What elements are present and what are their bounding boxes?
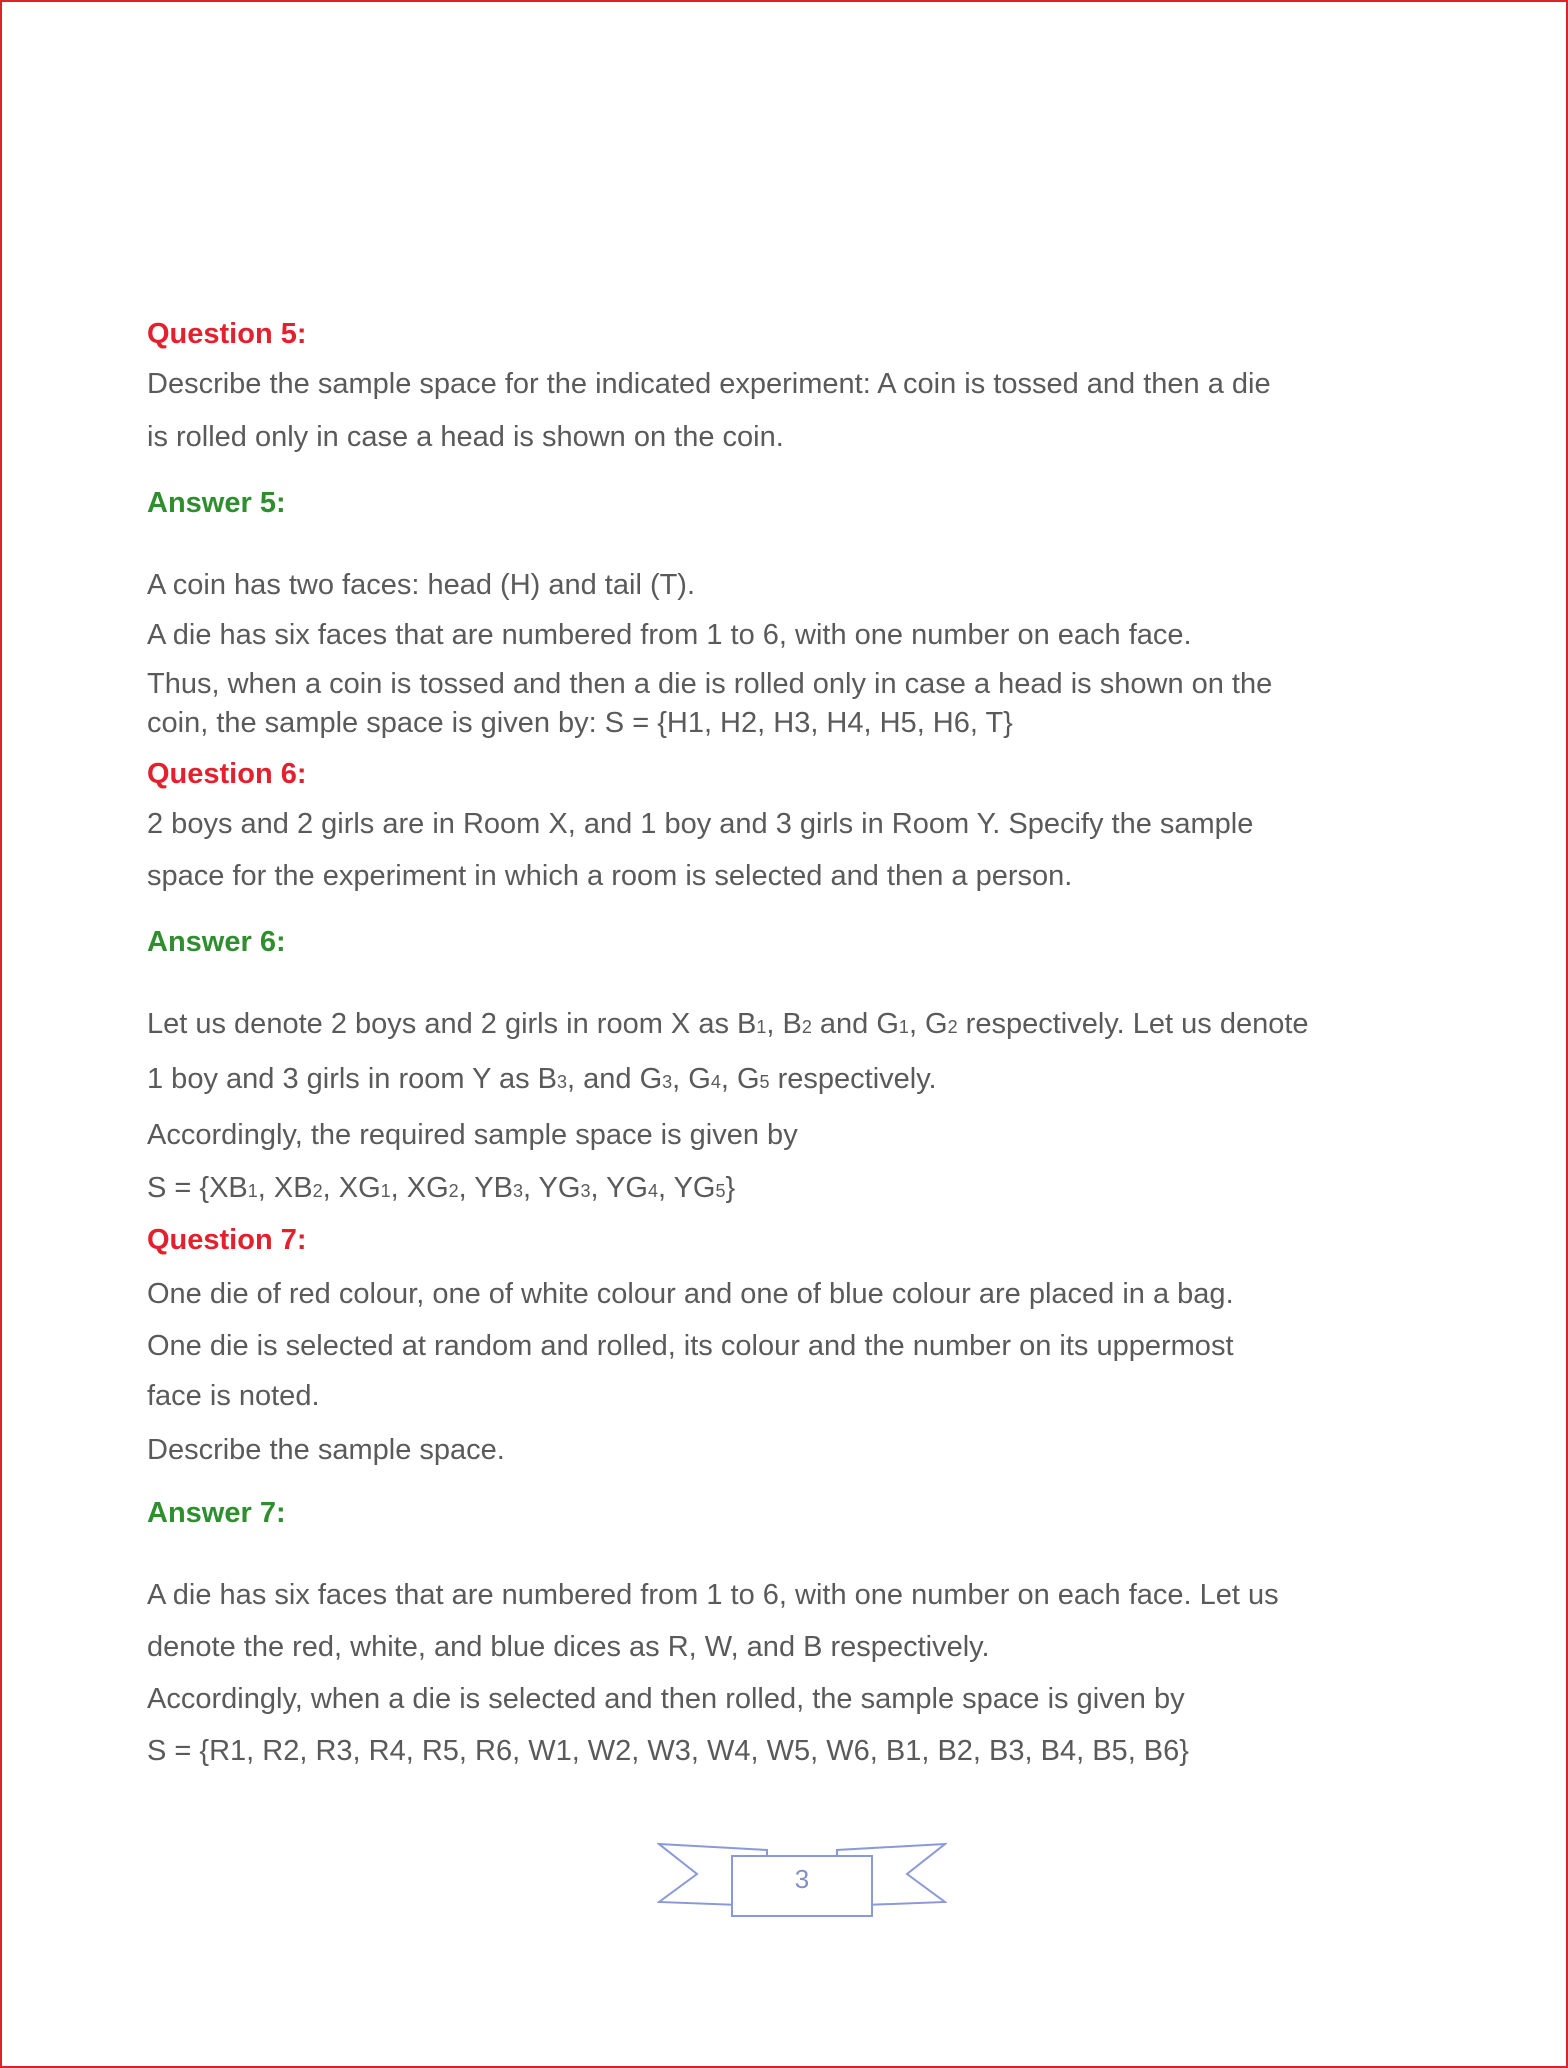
body-text-line xyxy=(147,367,1271,401)
body-text-line xyxy=(147,1277,1234,1311)
body-text-line xyxy=(147,859,1072,893)
subscript: 2 xyxy=(312,1181,323,1201)
text-segment: respectively. Let us denote xyxy=(957,1008,1309,1040)
body-text-line xyxy=(147,1734,1189,1768)
text-segment: coin, the sample space is given by: S = {H1, H2, H3, H4, H5, H6, T} xyxy=(147,707,1013,739)
body-text-line xyxy=(147,1062,937,1099)
text-segment: Accordingly, when a die is selected and then rolled, the sample space is given by xyxy=(147,1683,1185,1715)
text-segment: Let us denote 2 boys and 2 girls in room X as B xyxy=(147,1008,757,1040)
page-number: 3 xyxy=(794,1864,810,1894)
text-segment: , G xyxy=(672,1063,711,1095)
body-text-line xyxy=(147,807,1253,841)
text-segment: A coin has two faces: head (H) and tail (T). xyxy=(147,569,696,601)
body-text-line xyxy=(147,1379,320,1413)
text-segment: A die has six faces that are numbered from 1 to 6, with one number on each face. Let us xyxy=(147,1579,1279,1611)
text-segment: A die has six faces that are numbered from 1 to 6, with one number on each face. xyxy=(147,619,1192,651)
subscript: 3 xyxy=(557,1072,568,1092)
text-segment: , YG xyxy=(658,1172,716,1204)
body-text-line xyxy=(147,1329,1234,1363)
subscript: 2 xyxy=(947,1017,958,1037)
question-heading: Question 5: xyxy=(147,318,307,350)
subscript: 2 xyxy=(801,1017,812,1037)
body-text-line xyxy=(147,1007,1309,1044)
question-heading: Question 6: xyxy=(147,758,307,790)
text-segment: respectively. xyxy=(769,1063,937,1095)
text-segment: , XG xyxy=(390,1172,449,1204)
subscript: 5 xyxy=(715,1181,726,1201)
subscript: 1 xyxy=(380,1181,391,1201)
subscript: 1 xyxy=(247,1181,258,1201)
question-heading: Question 7: xyxy=(147,1224,307,1256)
text-segment: denote the red, white, and blue dices as R, W, and B respectively. xyxy=(147,1631,990,1663)
subscript: 3 xyxy=(662,1072,673,1092)
body-text-line xyxy=(147,1171,735,1208)
text-segment: , XG xyxy=(322,1172,381,1204)
text-segment: Thus, when a coin is tossed and then a die is rolled only in case a head is shown on the xyxy=(147,668,1273,700)
text-segment: , G xyxy=(908,1008,948,1040)
body-text-line xyxy=(147,1682,1185,1716)
subscript: 5 xyxy=(759,1072,770,1092)
body-text-line xyxy=(147,618,1192,652)
text-segment: face is noted. xyxy=(147,1380,320,1412)
text-segment: Describe the sample space for the indicated experiment: A coin is tossed and then a die xyxy=(147,368,1271,400)
subscript: 4 xyxy=(647,1181,658,1201)
text-segment: S = {R1, R2, R3, R4, R5, R6, W1, W2, W3, W4, W5, W6, B1, B2, B3, B4, B5, B6} xyxy=(147,1735,1189,1767)
text-segment: and G xyxy=(811,1008,899,1040)
text-segment: , YB xyxy=(458,1172,513,1204)
subscript: 4 xyxy=(710,1072,721,1092)
body-text-line xyxy=(147,1630,990,1664)
text-segment: One die is selected at random and rolled, its colour and the number on its uppermost xyxy=(147,1330,1234,1362)
body-text-line xyxy=(147,420,784,454)
text-segment: One die of red colour, one of white colour and one of blue colour are placed in a bag. xyxy=(147,1278,1234,1310)
text-segment: , XB xyxy=(257,1172,313,1204)
text-segment: 1 boy and 3 girls in room Y as B xyxy=(147,1063,557,1095)
subscript: 1 xyxy=(898,1017,909,1037)
text-segment: , B xyxy=(766,1008,802,1040)
text-segment: , YG xyxy=(522,1172,581,1204)
text-segment: , G xyxy=(720,1063,760,1095)
body-text-line xyxy=(147,1578,1279,1612)
body-text-line xyxy=(147,1433,505,1467)
answer-heading: Answer 7: xyxy=(147,1497,286,1529)
text-segment: } xyxy=(725,1172,736,1204)
text-segment: is rolled only in case a head is shown on the coin. xyxy=(147,421,784,453)
body-text-line xyxy=(147,706,1013,740)
text-segment: , YG xyxy=(590,1172,648,1204)
text-segment: space for the experiment in which a room is selected and then a person. xyxy=(147,860,1073,892)
text-segment: Describe the sample space. xyxy=(147,1434,505,1466)
subscript: 2 xyxy=(448,1181,459,1201)
subscript: 1 xyxy=(756,1017,767,1037)
text-segment: 2 boys and 2 girls are in Room X, and 1 boy and 3 girls in Room Y. Specify the sample xyxy=(147,808,1254,840)
body-text-line xyxy=(147,1118,798,1152)
subscript: 3 xyxy=(512,1181,523,1201)
text-segment: , and G xyxy=(567,1063,663,1095)
answer-heading: Answer 6: xyxy=(147,926,286,958)
text-segment: S = {XB xyxy=(147,1172,248,1204)
answer-heading: Answer 5: xyxy=(147,487,286,519)
text-segment: Accordingly, the required sample space is given by xyxy=(147,1119,798,1151)
body-text-line xyxy=(147,667,1272,701)
body-text-line xyxy=(147,568,695,602)
subscript: 3 xyxy=(580,1181,591,1201)
